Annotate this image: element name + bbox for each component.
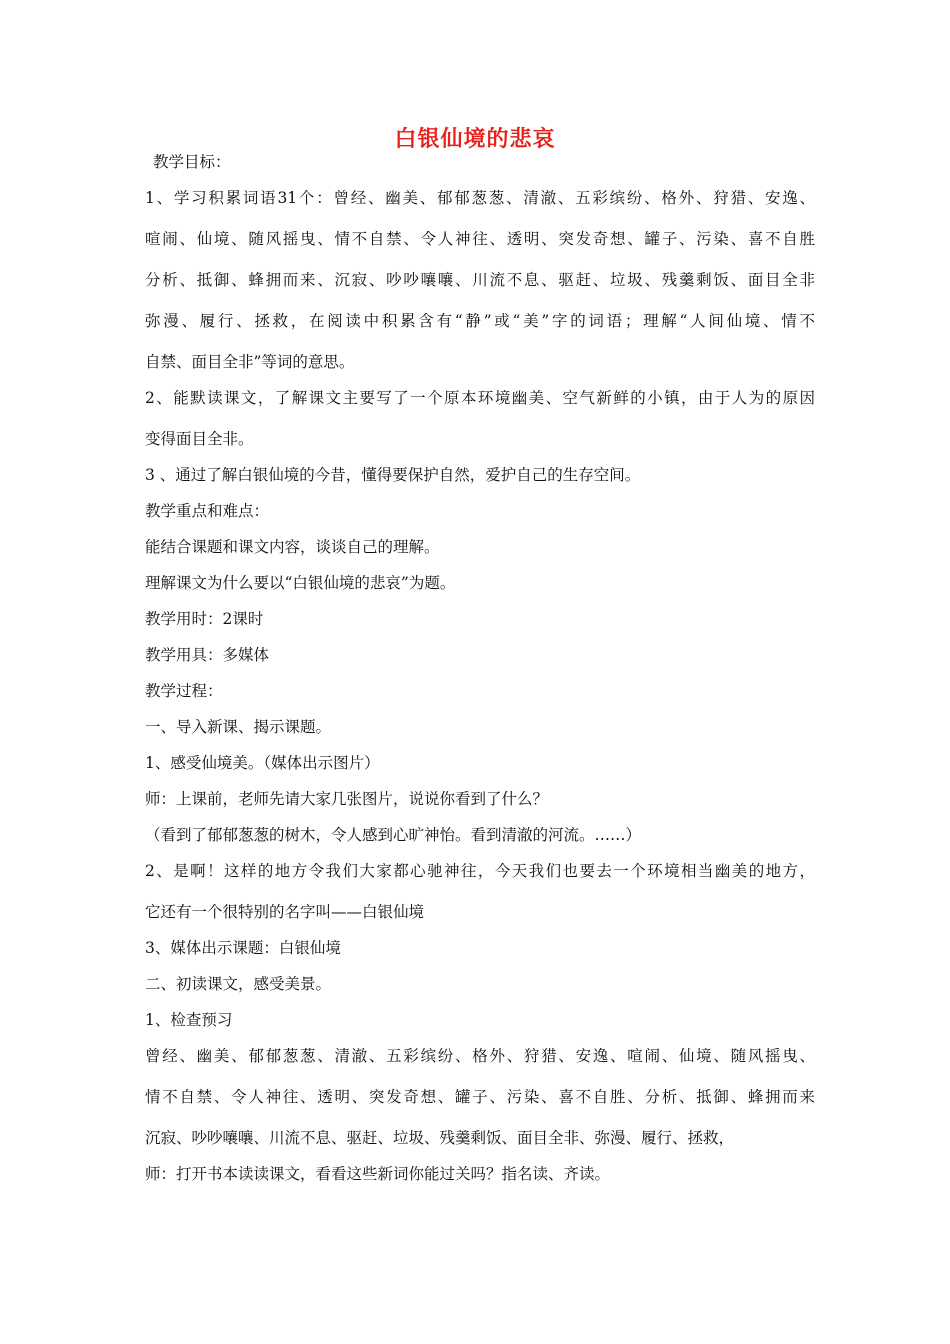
text-line: 能结合课题和课文内容，谈谈自己的理解。 bbox=[145, 538, 440, 556]
text-line: 喧闹、仙境、随风摇曳、情不自禁、令人神往、透明、突发奇想、罐子、污染、喜不自胜 bbox=[145, 230, 815, 248]
text-line: 情不自禁、令人神往、透明、突发奇想、罐子、污染、喜不自胜、分析、抵御、蜂拥而来 bbox=[145, 1088, 815, 1106]
text-line: 理解课文为什么要以“白银仙境的悲哀”为题。 bbox=[145, 574, 456, 592]
text-line: 教学目标： bbox=[153, 153, 231, 171]
text-line: 它还有一个很特别的名字叫——白银仙境 bbox=[145, 903, 425, 921]
text-line: 变得面目全非。 bbox=[145, 430, 254, 448]
text-line: 1、感受仙境美。（媒体出示图片） bbox=[145, 754, 380, 772]
text-line: 2、是啊！这样的地方令我们大家都心驰神往，今天我们也要去一个环境相当幽美的地方， bbox=[145, 862, 815, 880]
text-line: 教学用具：多媒体 bbox=[145, 646, 270, 664]
text-line: 一、导入新课、揭示课题。 bbox=[145, 718, 332, 736]
text-line: 曾经、幽美、郁郁葱葱、清澈、五彩缤纷、格外、狩猎、安逸、喧闹、仙境、随风摇曳、 bbox=[145, 1047, 815, 1065]
text-line: 分析、抵御、蜂拥而来、沉寂、吵吵嚷嚷、川流不息、驱赶、垃圾、残羹剩饭、面目全非 bbox=[145, 271, 815, 289]
text-line: 3 、通过了解白银仙境的今昔，懂得要保护自然，爱护自己的生存空间。 bbox=[145, 466, 641, 484]
text-line: 沉寂、吵吵嚷嚷、川流不息、驱赶、垃圾、残羹剩饭、面目全非、弥漫、履行、拯救， bbox=[145, 1129, 735, 1147]
text-line: 3、媒体出示课题：白银仙境 bbox=[145, 939, 341, 957]
text-line: 师：上课前，老师先请大家几张图片，说说你看到了什么？ bbox=[145, 790, 549, 808]
text-line: 师：打开书本读读课文，看看这些新词你能过关吗？指名读、齐读。 bbox=[145, 1165, 611, 1183]
text-line: 教学过程： bbox=[145, 682, 223, 700]
text-line: （看到了郁郁葱葱的树木，令人感到心旷神怡。看到清澈的河流。……） bbox=[145, 826, 642, 844]
text-line: 1、学习积累词语31个：曾经、幽美、郁郁葱葱、清澈、五彩缤纷、格外、狩猎、安逸、 bbox=[145, 189, 815, 207]
text-line: 1、检查预习 bbox=[145, 1011, 233, 1029]
document-title: 白银仙境的悲哀 bbox=[394, 127, 556, 152]
text-line: 2、能默读课文，了解课文主要写了一个原本环境幽美、空气新鲜的小镇，由于人为的原因 bbox=[145, 389, 815, 407]
text-line: 教学用时：2课时 bbox=[145, 610, 264, 628]
text-line: 教学重点和难点： bbox=[145, 502, 270, 520]
text-line: 自禁、面目全非”等词的意思。 bbox=[145, 353, 355, 371]
text-line: 二、初读课文，感受美景。 bbox=[145, 975, 332, 993]
text-line: 弥漫、履行、拯救，在阅读中积累含有“静”或“美”字的词语；理解“人间仙境、情不 bbox=[145, 312, 815, 330]
